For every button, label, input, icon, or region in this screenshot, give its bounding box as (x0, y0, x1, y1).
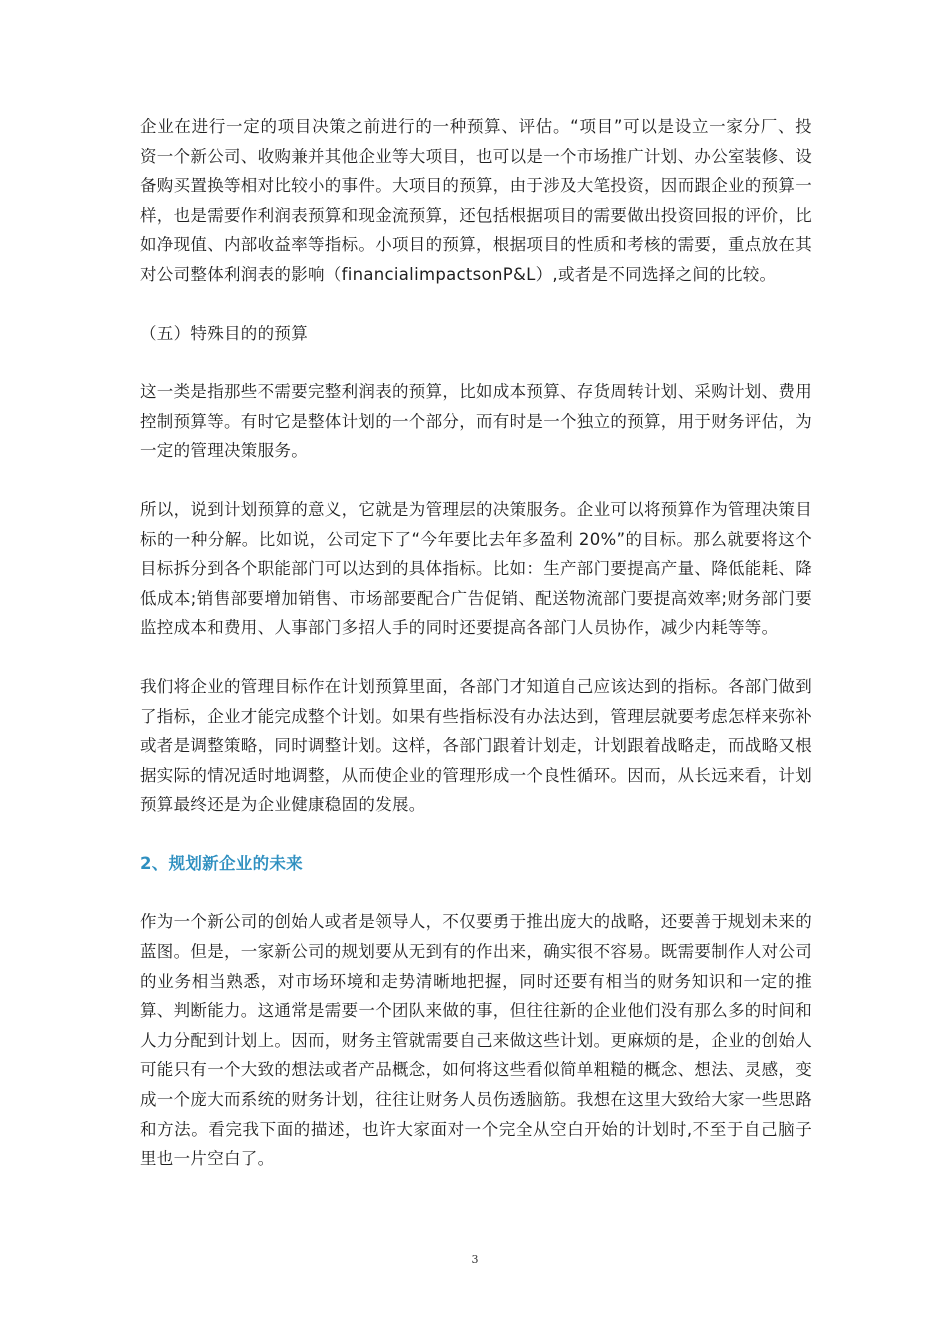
paragraph-management-goals: 我们将企业的管理目标作在计划预算里面，各部门才知道自己应该达到的指标。各部门做到了指标，企业才能完成整个计划。如果有些指标没有办法达到，管理层就要考虑怎样来弥补或者是调整策略，同时调整计划。这样，各部门跟着计划走，计划跟着战略走，而战略又根据实际的情况适时地调整，从而使企业的管理形成一个良性循环。因而，从长远来看，计划预算最终还是为企业健康稳固的发展。 (140, 676, 812, 815)
paragraph-new-company-planning: 作为一个新公司的创始人或者是领导人，不仅要勇于推出庞大的战略，还要善于规划未来的蓝图。但是，一家新公司的规划要从无到有的作出来，确实很不容易。既需要制作人对公司的业务相当熟悉，对市场环境和走势清晰地把握，同时还要有相当的财务知识和一定的推算、判断能力。这通常是需要一个团队来做的事，但往往新的企业他们没有那么多的时间和人力分配到计划上。因而，财务主管就需要自己来做这些计划。更麻烦的是，企业的创始人可能只有一个大致的想法或者产品概念，如何将这些看似简单粗糙的概念、想法、灵感，变成一个庞大而系统的财务计划，往往让财务人员伤透脑筋。我想在这里大致给大家一些思路和方法。看完我下面的描述，也许大家面对一个完全从空白开始的计划时,不至于自己脑子里也一片空白了。 (140, 912, 812, 1169)
section-heading-plan-future: 2、规划新企业的未来 (140, 853, 303, 873)
paragraph-budget-meaning: 所以，说到计划预算的意义，它就是为管理层的决策服务。企业可以将预算作为管理决策目标的一种分解。比如说，公司定下了“今年要比去年多盈利 20%”的目标。那么就要将这个目标拆分到各个职能部门可以达到的具体指标。比如：生产部门要提高产量、降低能耗、降低成本;销售部要增加销售、市场部要配合广告促销、配送物流部门要提高效率;财务部门要监控成本和费用、人事部门多招人手的同时还要提高各部门人员协作，减少内耗等等。 (140, 499, 812, 638)
page-number: 3 (471, 1253, 479, 1266)
paragraph-special-budget: 这一类是指那些不需要完整利润表的预算，比如成本预算、存货周转计划、采购计划、费用控制预算等。有时它是整体计划的一个部分，而有时是一个独立的预算，用于财务评估，为一定的管理决策服务。 (140, 382, 812, 461)
page-body (140, 112, 812, 1174)
paragraph-project-budget: 企业在进行一定的项目决策之前进行的一种预算、评估。“项目”可以是设立一家分厂、投资一个新公司、收购兼并其他企业等大项目，也可以是一个市场推广计划、办公室装修、设备购买置换等相对比较小的事件。大项目的预算，由于涉及大笔投资，因而跟企业的预算一样，也是需要作利润表预算和现金流预算，还包括根据项目的需要做出投资回报的评价，比如净现值、内部收益率等指标。小项目的预算，根据项目的性质和考核的需要，重点放在其对公司整体利润表的影响（financialimpactsonP&L）,或者是不同选择之间的比较。 (140, 117, 812, 284)
section-heading-special-budget: （五）特殊目的的预算 (140, 323, 308, 343)
